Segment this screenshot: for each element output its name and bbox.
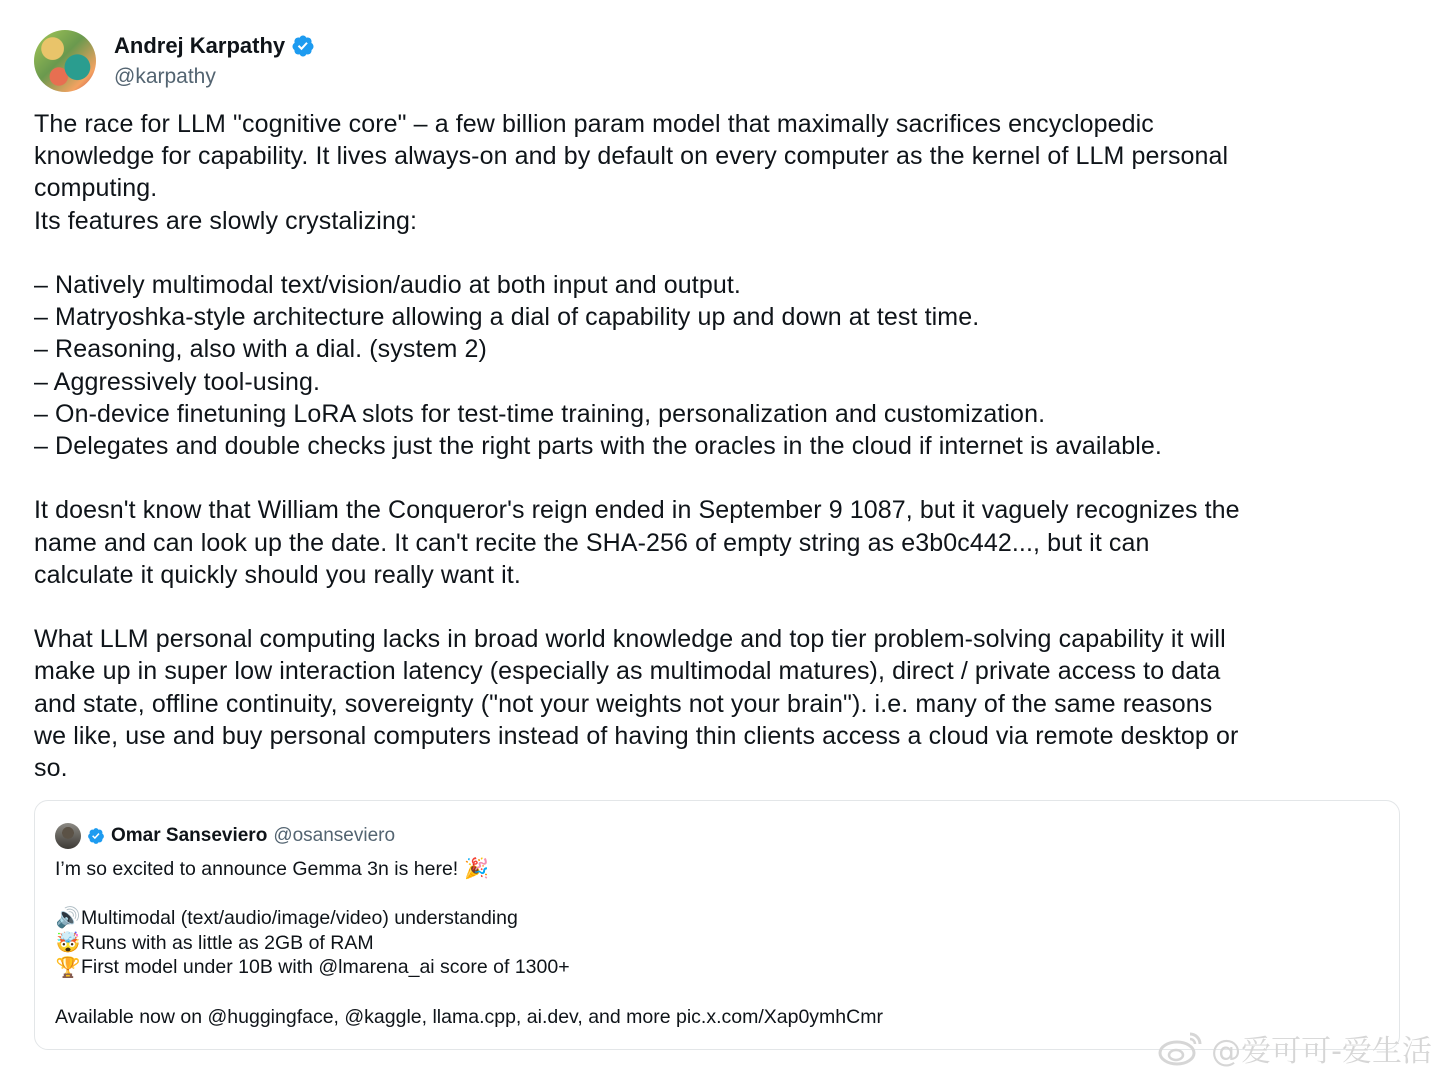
tweet-line: name and can look up the date. It can't recite the SHA-256 of empty string as e3b0c442..., but it can [34,528,1150,557]
trophy-icon: 🏆 [55,956,81,979]
quoted-tweet-header [55,823,395,849]
quoted-announcement-text: I’m so excited to announce Gemma 3n is here! [55,858,459,880]
watermark-text: @爱可可-爱生活 [1211,1034,1432,1069]
party-popper-icon: 🎉 [464,858,490,881]
author-handle[interactable]: @karpathy [114,65,216,88]
tweet-blank-line [34,591,1414,623]
tweet-line: computing. [34,174,158,203]
tweet-line: The race for LLM "cognitive core" – a few billion param model that maximally sacrifices encyclopedic [34,110,1154,138]
quoted-author-avatar[interactable] [55,823,81,849]
tweet-line: – Reasoning, also with a dial. (system 2) [34,335,487,364]
tweet-blank-line [34,237,1414,269]
quoted-feature-text: First model under 10B with @lmarena_ai score of 1300+ [81,956,570,979]
verified-badge-icon [291,34,315,58]
quoted-footer-line[interactable]: Available now on @huggingface, @kaggle, llama.cpp, ai.dev, and more pic.x.com/Xap0ymhCmr [55,1005,883,1028]
author-avatar[interactable] [34,30,96,92]
tweet-line: knowledge for capability. It lives always-on and by default on every computer as the kernel of LLM personal [34,142,1229,171]
quoted-feature-line [55,955,883,980]
tweet-line: make up in super low interaction latency (especially as multimodal matures), direct / private access to data [34,657,1221,686]
weibo-logo-icon [1157,1028,1205,1068]
tweet-line: calculate it quickly should you really want it. [34,560,521,589]
author-names [114,33,315,89]
quoted-tweet-text [55,857,883,1029]
quoted-feature-line [55,931,883,956]
tweet-blank-line [34,462,1414,494]
tweet-line: – Matryoshka-style architecture allowing a dial of capability up and down at test time. [34,303,980,332]
quoted-feature-text: Runs with as little as 2GB of RAM [81,931,374,954]
quoted-blank-line [55,882,883,907]
speaker-icon: 🔊 [55,907,81,930]
tweet-line: What LLM personal computing lacks in broad world knowledge and top tier problem-solving capability it will [34,625,1226,654]
tweet-line: and state, offline continuity, sovereignty ("not your weights not your brain"). i.e. many of the same reasons [34,689,1213,718]
tweet-line: we like, use and buy personal computers instead of having thin clients access a cloud via remote desktop or [34,721,1239,750]
tweet-line: – Delegates and double checks just the right parts with the oracles in the cloud if internet is available. [34,432,1162,461]
watermark [1157,1026,1432,1070]
quoted-blank-line [55,980,883,1005]
tweet-line: It doesn't know that William the Conqueror's reign ended in September 9 1087, but it vaguely recognizes the [34,496,1240,525]
quoted-feature-text: Multimodal (text/audio/image/video) understanding [81,907,518,930]
quoted-author-handle[interactable]: @osanseviero [273,825,396,846]
quoted-feature-line [55,906,883,931]
tweet-line: – On-device finetuning LoRA slots for test-time training, personalization and customization. [34,399,1046,428]
quoted-author-name[interactable]: Omar Sanseviero [111,825,268,846]
mind-blown-icon: 🤯 [55,932,81,955]
author-name-row [114,33,315,59]
quoted-verified-badge-icon [87,827,105,845]
quoted-line-announcement [55,857,883,882]
quoted-tweet-card[interactable] [34,800,1400,1050]
tweet-line: Its features are slowly crystalizing: [34,206,417,235]
tweet-text [34,108,1414,784]
tweet-line: – Aggressively tool-using. [34,367,321,396]
tweet-line: so. [34,754,68,783]
author-name[interactable]: Andrej Karpathy [114,33,286,58]
tweet-header [34,30,315,92]
tweet-line: – Natively multimodal text/vision/audio at both input and output. [34,271,741,299]
